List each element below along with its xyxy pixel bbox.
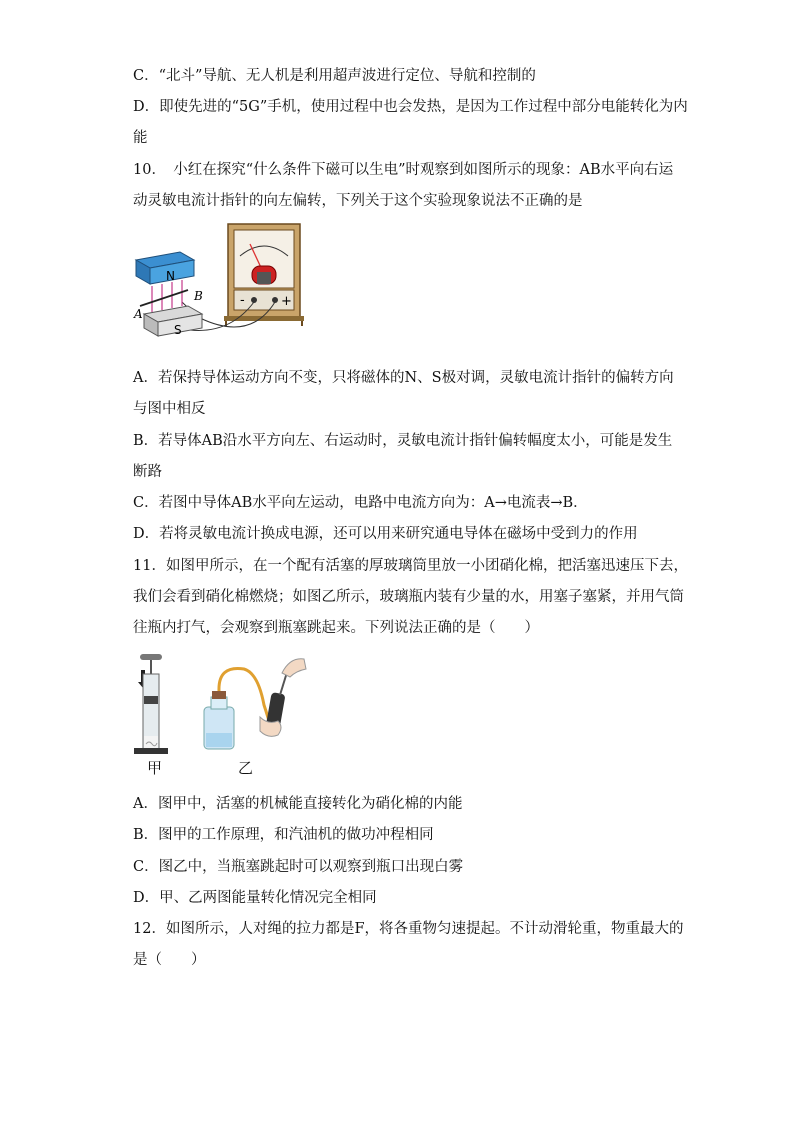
horseshoe-magnet-icon (133, 252, 203, 337)
q9-option-c: C．“北斗”导航、无人机是利用超声波进行定位、导航和控制的 (133, 68, 536, 84)
conductor-label-a: A (134, 307, 143, 321)
q10-induction-figure (130, 222, 310, 352)
q10-option-b-line2: 断路 (133, 464, 162, 480)
q10-option-a-line2: 与图中相反 (133, 401, 206, 417)
q11-caption-yi: 乙 (238, 759, 254, 777)
q11-figure-jia (132, 652, 178, 756)
q12-stem-line2: 是（ ） (133, 952, 206, 968)
q11-figure-yi (198, 655, 310, 755)
q10-stem-line2: 动灵敏电流计指针的向左偏转，下列关于这个实验现象说法不正确的是 (133, 193, 583, 209)
magnet-south-label: S (174, 323, 182, 337)
q10-option-d: D．若将灵敏电流计换成电源，还可以用来研究通电导体在磁场中受到力的作用 (133, 526, 638, 542)
q11-stem-line2: 我们会看到硝化棉燃烧；如图乙所示，玻璃瓶内装有少量的水，用塞子塞紧，并用气筒 (133, 589, 684, 605)
meter-minus-label: - (240, 293, 245, 308)
q10-option-b-line1: B．若导体AB沿水平方向左、右运动时，灵敏电流计指针偏转幅度太小，可能是发生 (133, 433, 673, 449)
meter-plus-label: + (281, 294, 292, 309)
q11-caption-jia: 甲 (147, 759, 163, 777)
bottle-pump-icon (204, 659, 306, 749)
q10-stem-line1: 10． 小红在探究“什么条件下磁可以生电”时观察到如图所示的现象：AB水平向右运 (133, 162, 674, 178)
q10-option-a-line1: A．若保持导体运动方向不变，只将磁体的N、S极对调，灵敏电流计指针的偏转方向 (133, 370, 674, 386)
q9-option-d-line2: 能 (133, 130, 148, 146)
q11-option-c: C．图乙中，当瓶塞跳起时可以观察到瓶口出现白雾 (133, 859, 464, 875)
q12-stem-line1: 12．如图所示，人对绳的拉力都是F，将各重物匀速提起。不计动滑轮重，物重最大的 (133, 921, 684, 937)
q9-option-d-line1: D．即使先进的“5G”手机，使用过程中也会发热，是因为工作过程中部分电能转化为内 (133, 99, 688, 115)
q11-option-b: B．图甲的工作原理，和汽油机的做功冲程相同 (133, 827, 434, 843)
piston-cylinder-icon (134, 654, 168, 754)
q10-option-c: C．若图中导体AB水平向左运动，电路中电流方向为：A→电流表→B． (133, 495, 588, 511)
q11-stem-line1: 11．如图甲所示，在一个配有活塞的厚玻璃筒里放一小团硝化棉，把活塞迅速压下去， (133, 558, 688, 574)
q11-stem-line3: 往瓶内打气，会观察到瓶塞跳起来。下列说法正确的是（ ） (133, 620, 539, 636)
galvanometer-icon (224, 224, 304, 326)
conductor-label-b: B (194, 289, 203, 303)
q11-option-d: D．甲、乙两图能量转化情况完全相同 (133, 890, 377, 906)
q11-option-a: A．图甲中，活塞的机械能直接转化为硝化棉的内能 (133, 796, 463, 812)
magnet-north-label: N (166, 269, 175, 283)
